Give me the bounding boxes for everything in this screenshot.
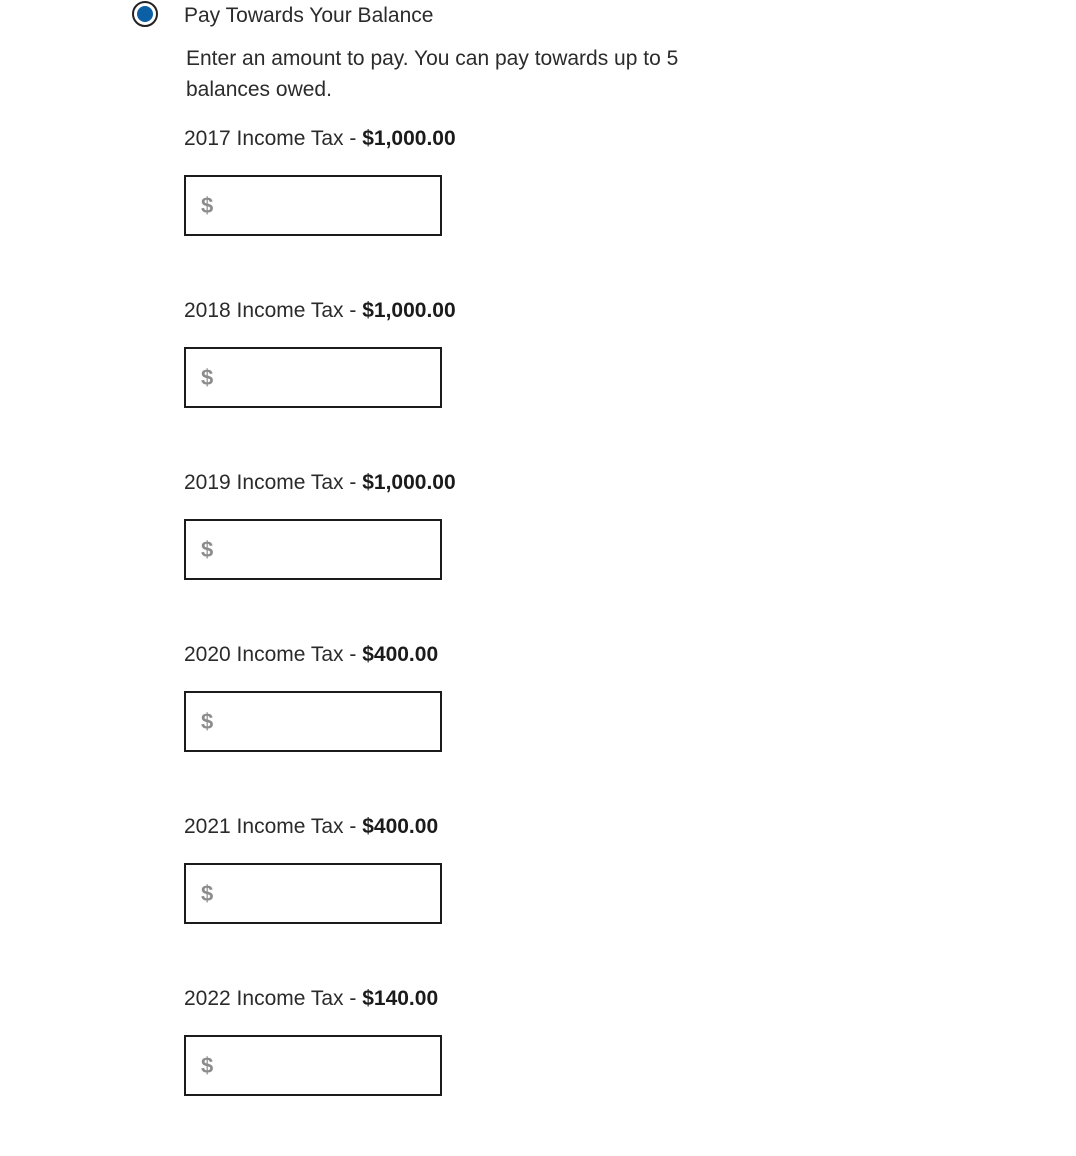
balance-label: [184, 124, 456, 154]
payment-amount-input-2017[interactable]: [219, 194, 419, 218]
balance-item-2019: [184, 468, 456, 640]
balance-owed-amount: $400.00: [362, 815, 439, 838]
balance-label: [184, 984, 456, 1014]
balance-item-2022: [184, 984, 456, 1156]
payment-amount-field-2018[interactable]: [184, 347, 442, 408]
balance-item-2020: [184, 640, 456, 812]
balance-label: [184, 812, 456, 842]
currency-symbol: $: [201, 364, 214, 390]
balance-label: [184, 468, 456, 498]
pay-towards-balance-option[interactable]: [132, 1, 434, 27]
balance-label-prefix: 2018 Income Tax -: [184, 299, 363, 322]
balance-item-2017: [184, 124, 456, 296]
balance-owed-amount: $1,000.00: [362, 127, 456, 150]
balance-owed-amount: $140.00: [362, 987, 439, 1010]
payment-amount-field-2022[interactable]: [184, 1035, 442, 1096]
payment-hint-text: Enter an amount to pay. You can pay towards up to 5 balances owed.: [186, 47, 679, 101]
balance-label-prefix: 2019 Income Tax -: [184, 471, 363, 494]
currency-symbol: $: [201, 192, 214, 218]
balance-label: [184, 640, 456, 670]
payment-amount-field-2020[interactable]: [184, 691, 442, 752]
balance-label: [184, 296, 456, 326]
payment-amount-input-2022[interactable]: [219, 1054, 419, 1078]
balance-item-2018: [184, 296, 456, 468]
pay-towards-balance-radio[interactable]: [132, 1, 158, 27]
currency-symbol: $: [201, 536, 214, 562]
currency-symbol: $: [201, 708, 214, 734]
balance-label-prefix: 2021 Income Tax -: [184, 815, 363, 838]
payment-amount-field-2019[interactable]: [184, 519, 442, 580]
balance-owed-amount: $1,000.00: [362, 471, 456, 494]
balance-label-prefix: 2022 Income Tax -: [184, 987, 363, 1010]
pay-towards-balance-label[interactable]: Pay Towards Your Balance: [184, 4, 434, 27]
payment-amount-input-2020[interactable]: [219, 710, 419, 734]
balance-item-2021: [184, 812, 456, 984]
radio-selected-dot: [137, 6, 153, 22]
balance-label-prefix: 2020 Income Tax -: [184, 643, 363, 666]
currency-symbol: $: [201, 880, 214, 906]
balance-owed-amount: $1,000.00: [362, 299, 456, 322]
currency-symbol: $: [201, 1052, 214, 1078]
payment-amount-input-2021[interactable]: [219, 882, 419, 906]
payment-amount-field-2021[interactable]: [184, 863, 442, 924]
payment-amount-input-2018[interactable]: [219, 366, 419, 390]
payment-amount-input-2019[interactable]: [219, 538, 419, 562]
payment-amount-field-2017[interactable]: [184, 175, 442, 236]
balance-label-prefix: 2017 Income Tax -: [184, 127, 363, 150]
balance-owed-amount: $400.00: [362, 643, 439, 666]
balance-list: [184, 124, 456, 1156]
